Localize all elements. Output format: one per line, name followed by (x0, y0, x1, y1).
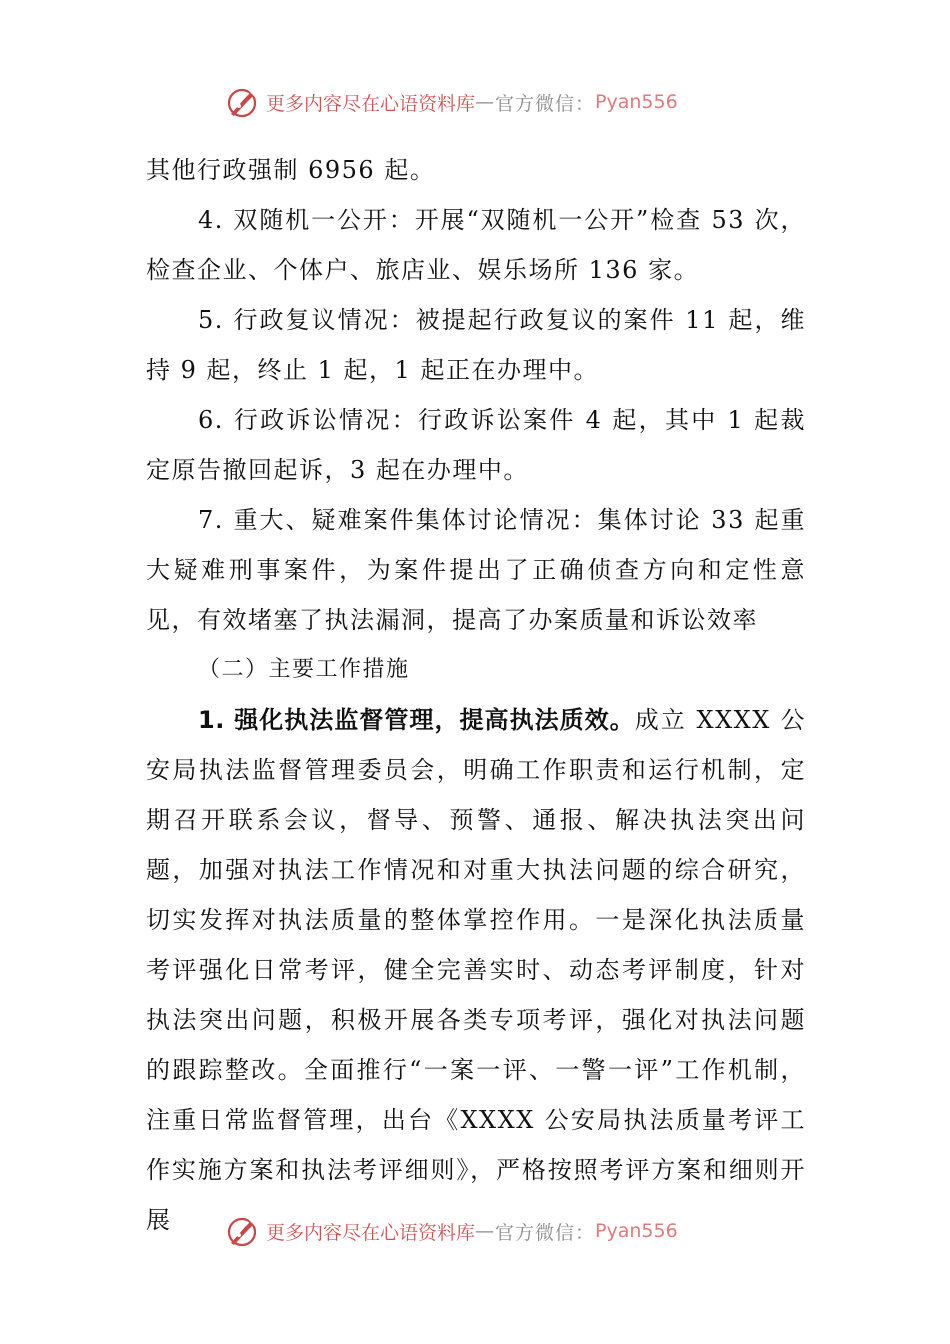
watermark-footer (225, 1211, 678, 1251)
watermark-red-text: 更多内容尽在心语资料库 (266, 1221, 476, 1244)
paragraph-item-4: 4. 双随机一公开：开展“双随机一公开”检查 53 次，检查企业、个体户、旅店业、娱乐场所 136 家。 (146, 206, 806, 284)
section-heading: （二）主要工作措施 (198, 657, 410, 682)
watermark-header (225, 82, 678, 122)
watermark-dash: — (475, 91, 496, 113)
watermark-gray-text: 官方微信： (495, 92, 596, 115)
watermark-red-text: 更多内容尽在心语资料库 (266, 92, 476, 115)
paragraph-item-5: 5. 行政复议情况：被提起行政复议的案件 11 起，维持 9 起，终止 1 起，1 起正在办理中。 (146, 306, 806, 384)
paragraph-item-6: 6. 行政诉讼情况：行政诉讼案件 4 起，其中 1 起裁定原告撤回起诉，3 起在办理中。 (146, 406, 806, 484)
watermark-wechat-id: Pyan556 (595, 1220, 678, 1242)
document-body (146, 145, 806, 1245)
paragraph-measure-1 (146, 695, 806, 1245)
watermark-gray-text: 官方微信： (495, 1221, 596, 1244)
paragraph-item-7: 7. 重大、疑难案件集体讨论情况：集体讨论 33 起重大疑难刑事案件，为案件提出了正确侦查方向和定性意见，有效堵塞了执法漏洞，提高了办案质量和诉讼效率 (146, 506, 806, 634)
measure-1-body: 成立 XXXX 公安局执法监督管理委员会，明确工作职责和运行机制，定期召开联系会议，督导、预警、通报、解决执法突出问题，加强对执法工作情况和对重大执法问题的综合研究，切实发挥对执法质量的整体掌控作用。一是深化执法质量考评强化日常考评，健全完善实时、动态考评制度，针对执法突出问题，积极开展各类专项考评，强化对执法问题的跟踪整改。全面推行“一案一评、一警一评”工作机制，注重日常监督管理，出台《XXXX 公安局执法质量考评工作实施方案和执法考评细则》，严格按照考评方案和细则开展 (146, 706, 807, 1234)
measure-1-lead: 1. 强化执法监督管理，提高执法质效。 (198, 706, 635, 734)
watermark-wechat-id: Pyan556 (595, 91, 678, 113)
watermark-dash: — (475, 1220, 496, 1242)
pen-nib-circle-logo (225, 1213, 261, 1249)
paragraph-continuation: 其他行政强制 6956 起。 (146, 156, 436, 184)
pen-nib-circle-logo (225, 84, 261, 120)
